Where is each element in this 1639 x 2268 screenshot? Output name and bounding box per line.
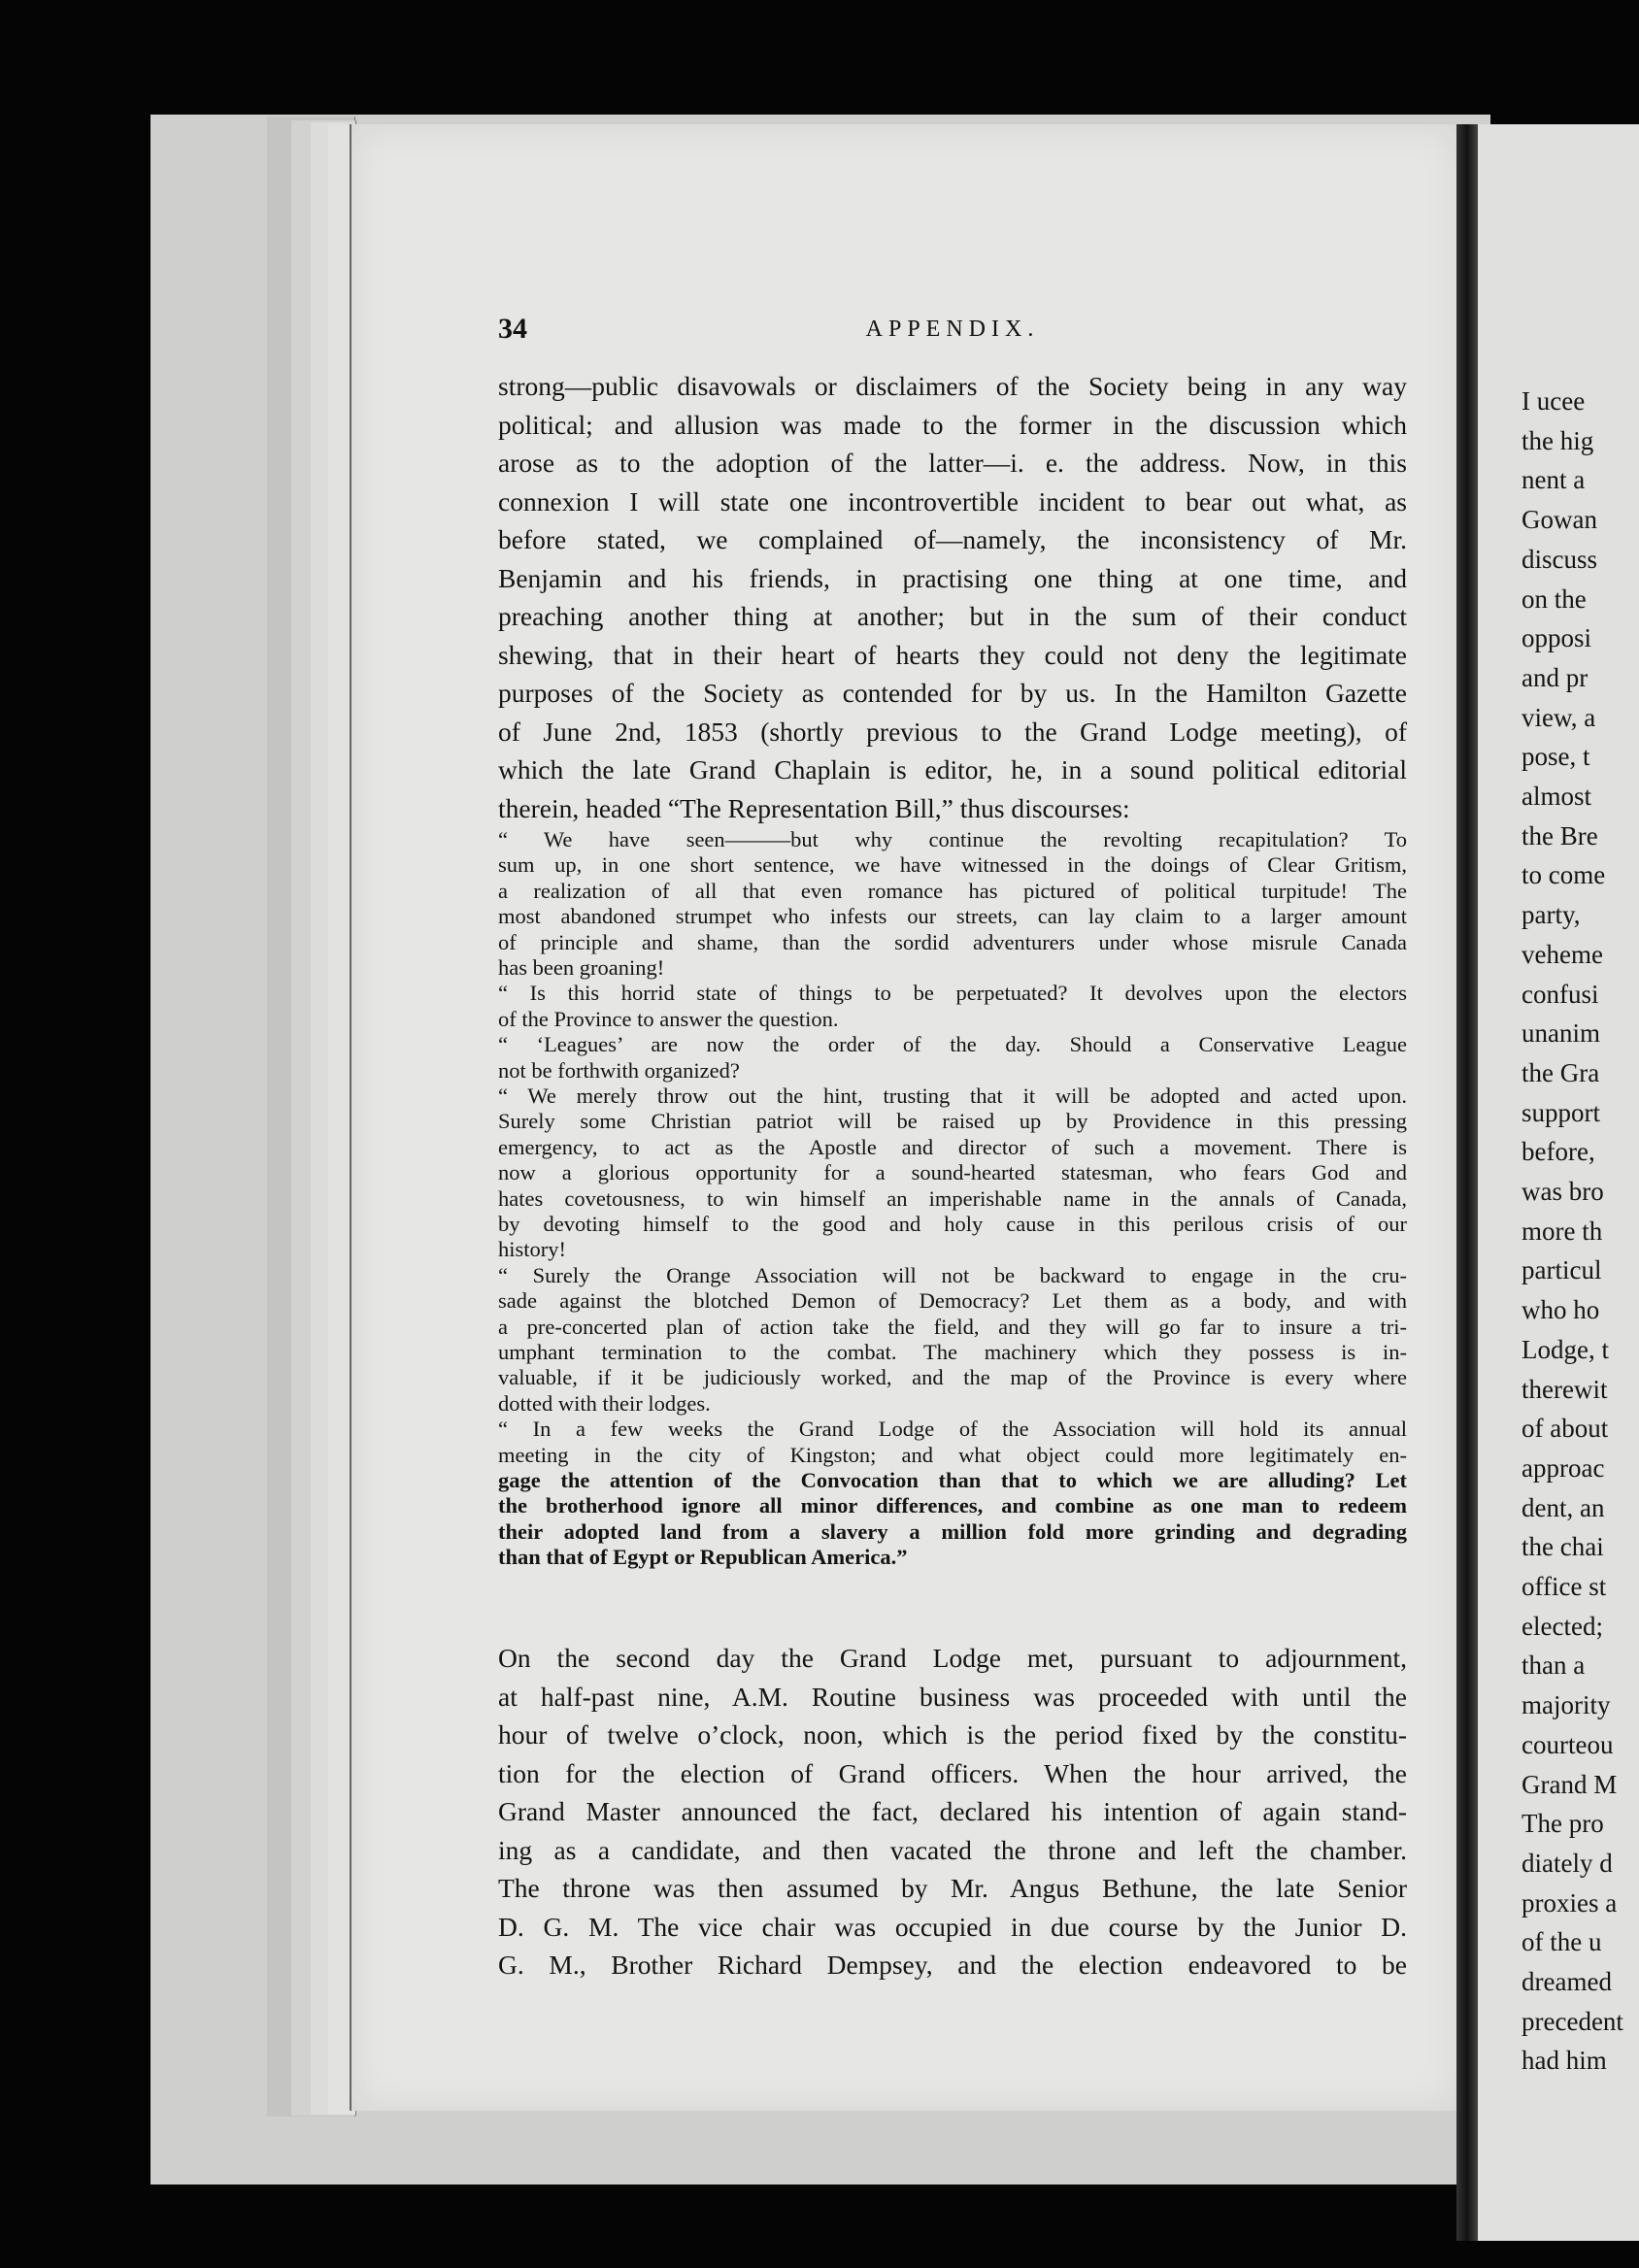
text-line: which the late Grand Chaplain is editor, he, in a sound political editorial [498, 754, 1407, 784]
facing-page-line: precedent [1522, 2006, 1623, 2036]
quote-line: “ We have seen———but why continue the revolting recapitulation? To [498, 827, 1407, 851]
facing-page-line: than a [1522, 1651, 1586, 1681]
facing-page-line: proxies a [1522, 1887, 1618, 1918]
text-line: connexion I will state one incontrovertible incident to bear out what, as [498, 485, 1407, 517]
facing-page-line: Lodge, t [1522, 1334, 1609, 1364]
facing-page-line: pose, t [1522, 742, 1590, 772]
facing-page-line: confusi [1522, 979, 1599, 1009]
quote-line: of principle and shame, than the sordid adventurers under whose misrule Canada [498, 929, 1407, 954]
text-line: The throne was then assumed by Mr. Angus Bethune, the late Senior [498, 1873, 1407, 1903]
quote-line: emergency, to act as the Apostle and director of such a movement. There is [498, 1134, 1407, 1159]
facing-page-line: majority [1522, 1690, 1611, 1720]
quote-line: sum up, in one short sentence, we have witnessed in the doings of Clear Gritism, [498, 852, 1407, 878]
facing-page-line: the chai [1522, 1532, 1604, 1562]
facing-page-line: who ho [1522, 1295, 1600, 1325]
quote-line: the brotherhood ignore all minor differences, and combine as one man to redeem [498, 1493, 1407, 1518]
facing-page-line: had him [1522, 2046, 1607, 2076]
running-head: APPENDIX. [865, 317, 1040, 342]
facing-page-line: the Bre [1522, 820, 1598, 850]
text-line: preaching another thing at another; but in the sum of their conduct [498, 601, 1407, 631]
quote-line: than that of Egypt or Republican America.” [498, 1545, 908, 1570]
facing-page-line: particul [1522, 1255, 1602, 1285]
page-header [498, 313, 1407, 351]
quote-line: Surely some Christian patriot will be raised up by Providence in this pressing [498, 1109, 1407, 1134]
quote-line: “ In a few weeks the Grand Lodge of the Association will hold its annual [498, 1417, 1407, 1442]
facing-page-line: of about [1522, 1414, 1609, 1444]
text-line: G. M., Brother Richard Dempsey, and the election endeavored to be [498, 1950, 1407, 1980]
facing-page-line: party, [1522, 900, 1581, 930]
facing-page-line: I ucee [1522, 386, 1586, 416]
page-number: 34 [498, 313, 527, 345]
facing-page-line: nent a [1522, 465, 1586, 495]
quote-line: meeting in the city of Kingston; and what object could more legitimately en- [498, 1442, 1407, 1467]
facing-page-line: the hig [1522, 425, 1594, 455]
text-line: strong—public disavowals or disclaimers of the Society being in any way [498, 371, 1407, 401]
text-line: political; and allusion was made to the former in the discussion which [498, 409, 1407, 440]
facing-page [1478, 124, 1639, 2241]
facing-page-line: discuss [1522, 544, 1598, 574]
facing-page-line: office st [1522, 1572, 1607, 1601]
quote-line: a pre-concerted plan of action take the field, and they will go far to insure a tri- [498, 1314, 1407, 1339]
text-line: tion for the election of Grand officers. When the hour arrived, the [498, 1757, 1407, 1788]
facing-page-line: diately d [1522, 1848, 1613, 1878]
facing-page-line: support [1522, 1097, 1600, 1127]
text-line: ing as a candidate, and then vacated the throne and left the chamber. [498, 1834, 1407, 1865]
quote-line: gage the attention of the Convocation than that to which we are alluding? Let [498, 1468, 1407, 1492]
quote-line: “ We merely throw out the hint, trusting that it will be adopted and acted upon. [498, 1084, 1407, 1108]
quote-line: most abandoned strumpet who infests our streets, can lay claim to a larger amount [498, 904, 1407, 929]
quote-line: umphant termination to the combat. The machinery which they possess is in- [498, 1340, 1407, 1364]
text-line: Benjamin and his friends, in practising one thing at one time, and [498, 562, 1407, 593]
quote-line: a realization of all that even romance has pictured of political turpitude! The [498, 878, 1407, 903]
quote-line: “ Surely the Orange Association will not be backward to engage in the cru- [498, 1262, 1407, 1287]
facing-page-line: therewit [1522, 1374, 1608, 1404]
quote-line: “ Is this horrid state of things to be perpetuated? It devolves upon the electors [498, 981, 1407, 1006]
facing-page-line: of the u [1522, 1927, 1602, 1957]
quote-line: of the Province to answer the question. [498, 1006, 839, 1031]
facing-page-line: Grand M [1522, 1769, 1618, 1799]
facing-page-line: to come [1522, 860, 1606, 890]
facing-page-line: the Gra [1522, 1057, 1600, 1087]
quote-line: valuable, if it be judiciously worked, and the map of the Province is every where [498, 1365, 1407, 1390]
facing-page-line: unanim [1522, 1018, 1600, 1049]
facing-page-line: almost [1522, 782, 1591, 811]
facing-page-line: before, [1522, 1137, 1595, 1167]
text-line: arose as to the adoption of the latter—i. e. the address. Now, in this [498, 448, 1407, 478]
quote-line: sade against the blotched Demon of Democracy? Let them as a body, and with [498, 1288, 1407, 1314]
book-gutter [1456, 124, 1478, 2241]
text-line: On the second day the Grand Lodge met, pursuant to adjournment, [498, 1643, 1407, 1673]
facing-page-line: and pr [1522, 662, 1589, 692]
quote-line: dotted with their lodges. [498, 1390, 711, 1416]
facing-page-line: more th [1522, 1216, 1603, 1246]
text-line: before stated, we complained of—namely, the inconsistency of Mr. [498, 524, 1407, 554]
quote-line: history! [498, 1237, 566, 1262]
quote-line: not be forthwith organized? [498, 1057, 740, 1083]
quote-line: by devoting himself to the good and holy cause in this perilous crisis of our [498, 1212, 1407, 1236]
facing-page-line: elected; [1522, 1611, 1603, 1641]
quote-line: “ ‘Leagues’ are now the order of the day. Should a Conservative League [498, 1032, 1407, 1057]
quote-line: has been groaning! [498, 955, 665, 980]
text-line: D. G. M. The vice chair was occupied in due course by the Junior D. [498, 1911, 1407, 1942]
text-line: hour of twelve o’clock, noon, which is the period fixed by the constitu- [498, 1719, 1407, 1750]
quote-line: now a glorious opportunity for a sound-hearted statesman, who fears God and [498, 1160, 1407, 1185]
text-line: therein, headed “The Representation Bill,” thus discourses: [498, 792, 1130, 823]
text-line: at half-past nine, A.M. Routine business was proceeded with until the [498, 1681, 1407, 1712]
facing-page-line: was bro [1522, 1177, 1604, 1206]
text-line: shewing, that in their heart of hearts they could not deny the legitimate [498, 639, 1407, 670]
facing-page-line: dent, an [1522, 1492, 1605, 1522]
quote-line: hates covetousness, to win himself an imperishable name in the annals of Canada, [498, 1185, 1407, 1211]
facing-page-line: courteou [1522, 1729, 1614, 1759]
facing-page-line: dreamed [1522, 1967, 1612, 1996]
facing-page-line: veheme [1522, 939, 1603, 969]
facing-page-line: approac [1522, 1452, 1605, 1483]
quote-line: their adopted land from a slavery a million fold more grinding and degrading [498, 1518, 1407, 1544]
text-line: Grand Master announced the fact, declared his intention of again stand- [498, 1796, 1407, 1826]
text-line: of June 2nd, 1853 (shortly previous to the Grand Lodge meeting), of [498, 716, 1407, 747]
facing-page-line: opposi [1522, 623, 1592, 653]
facing-page-line: on the [1522, 584, 1587, 614]
facing-page-line: Gowan [1522, 505, 1597, 535]
facing-page-line: The pro [1522, 1809, 1604, 1839]
facing-page-line: view, a [1522, 702, 1596, 732]
text-line: purposes of the Society as contended for by us. In the Hamilton Gazette [498, 678, 1407, 708]
